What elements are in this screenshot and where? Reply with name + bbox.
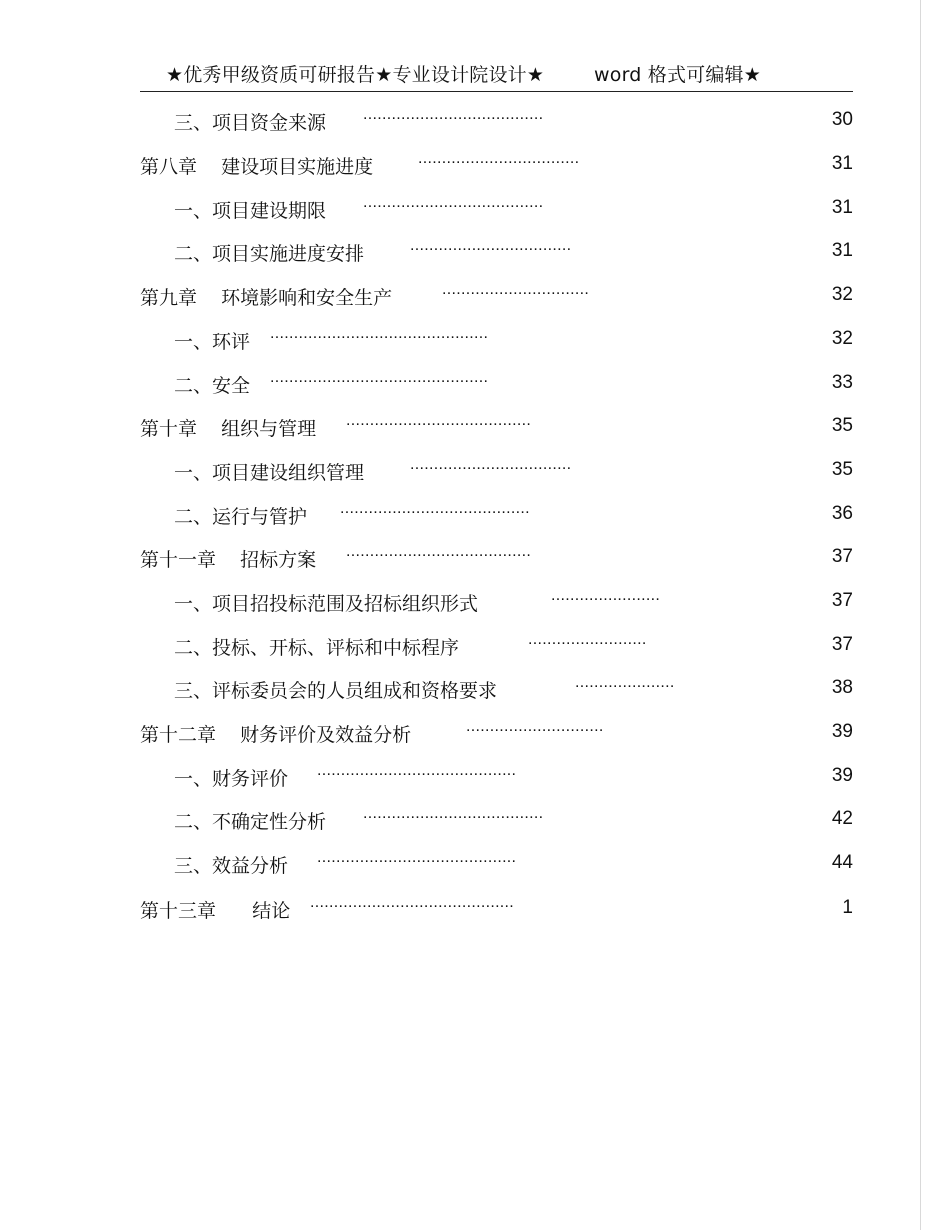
toc-leader-dots: ............................. — [466, 718, 604, 735]
toc-entry-title: 二、不确定性分析 — [174, 811, 327, 833]
toc-entry[interactable] — [140, 323, 853, 353]
toc-leader-dots: .............................................. — [270, 325, 489, 342]
toc-entry-title: 一、项目招投标范围及招标组织形式 — [174, 593, 479, 615]
toc-page-number: 42 — [831, 808, 853, 829]
toc-leader-dots: ...................................... — [363, 194, 544, 211]
toc-entry-title: 三、评标委员会的人员组成和资格要求 — [174, 680, 498, 702]
toc-entry[interactable] — [140, 235, 853, 265]
toc-page-number: 35 — [831, 459, 853, 480]
toc-leader-dots: ...................................... — [363, 106, 544, 123]
toc-entry[interactable] — [140, 104, 853, 134]
toc-entry-title: 第九章 环境影响和安全生产 — [140, 287, 393, 309]
toc-leader-dots: ....................... — [551, 587, 661, 604]
toc-leader-dots: ..................... — [575, 674, 675, 691]
page-header — [140, 58, 853, 92]
toc-entry-title: 二、投标、开标、评标和中标程序 — [174, 637, 460, 659]
toc-entry-title: 二、运行与管护 — [174, 506, 308, 528]
toc-entry[interactable] — [140, 541, 853, 571]
toc-entry[interactable] — [140, 803, 853, 833]
toc-entry-title: 二、项目实施进度安排 — [174, 243, 365, 265]
toc-page-number: 37 — [831, 546, 853, 567]
toc-page-number: 31 — [831, 240, 853, 261]
toc-entry-title: 第十二章 财务评价及效益分析 — [140, 724, 412, 746]
toc-entry[interactable] — [140, 454, 853, 484]
toc-leader-dots: ...................................... — [363, 805, 544, 822]
toc-page-number: 39 — [831, 721, 853, 742]
toc-entry[interactable] — [140, 847, 853, 877]
toc-page-number: 37 — [831, 634, 853, 655]
toc-entry-title: 第八章 建设项目实施进度 — [140, 156, 374, 178]
toc-leader-dots: ............................... — [442, 281, 590, 298]
toc-page-number: 44 — [831, 852, 853, 873]
toc-entry-title: 一、项目建设期限 — [174, 200, 327, 222]
toc-entry-title: 一、项目建设组织管理 — [174, 462, 365, 484]
toc-leader-dots: .............................................. — [270, 369, 489, 386]
header-text: ★优秀甲级资质可研报告★专业设计院设计★ word 格式可编辑★ — [166, 64, 761, 86]
toc-page-number: 38 — [831, 677, 853, 698]
toc-leader-dots: .................................. — [410, 237, 572, 254]
toc-leader-dots: .................................. — [410, 456, 572, 473]
toc-entry[interactable] — [140, 672, 853, 702]
toc-leader-dots: ....................................... — [346, 543, 532, 560]
toc-entry-title: 第十三章 结论 — [140, 900, 291, 922]
toc-page-number: 30 — [831, 109, 853, 130]
toc-page-number: 32 — [831, 328, 853, 349]
toc-page-number: 33 — [831, 372, 853, 393]
toc-leader-dots: ........................................ — [340, 500, 530, 517]
toc-page-number: 39 — [831, 765, 853, 786]
toc-leader-dots: ....................................... — [346, 412, 532, 429]
toc-page-number: 37 — [831, 590, 853, 611]
toc-entry-title: 一、环评 — [174, 331, 251, 353]
toc-page-number: 35 — [831, 415, 853, 436]
toc-page-number: 31 — [831, 153, 853, 174]
toc-page-number: 1 — [842, 897, 853, 918]
toc-entry[interactable] — [140, 585, 853, 615]
toc-entry-title: 二、安全 — [174, 375, 251, 397]
toc-leader-dots: ......................... — [528, 631, 647, 648]
toc-entry-title: 三、项目资金来源 — [174, 112, 327, 134]
toc-entry[interactable] — [140, 148, 853, 178]
toc-entry[interactable] — [140, 410, 853, 440]
toc-entry-title: 三、效益分析 — [174, 855, 289, 877]
toc-entry-title: 第十章 组织与管理 — [140, 418, 317, 440]
toc-page-number: 31 — [831, 197, 853, 218]
page-edge-line — [920, 0, 921, 1230]
toc-leader-dots: ........................................... — [310, 894, 515, 911]
toc-entry[interactable] — [140, 279, 853, 309]
toc-leader-dots: .......................................... — [317, 849, 517, 866]
toc-entry[interactable] — [140, 192, 853, 222]
toc-leader-dots: .......................................... — [317, 762, 517, 779]
toc-entry[interactable] — [140, 498, 853, 528]
toc-page-number: 32 — [831, 284, 853, 305]
toc-entry-title: 一、财务评价 — [174, 768, 289, 790]
toc-entry[interactable] — [140, 716, 853, 746]
toc-leader-dots: .................................. — [418, 150, 580, 167]
toc-entry[interactable] — [140, 367, 853, 397]
toc-entry[interactable] — [140, 629, 853, 659]
toc-entry[interactable] — [140, 760, 853, 790]
toc-entry-title: 第十一章 招标方案 — [140, 549, 317, 571]
toc-page-number: 36 — [831, 503, 853, 524]
toc-entry[interactable] — [140, 892, 853, 922]
